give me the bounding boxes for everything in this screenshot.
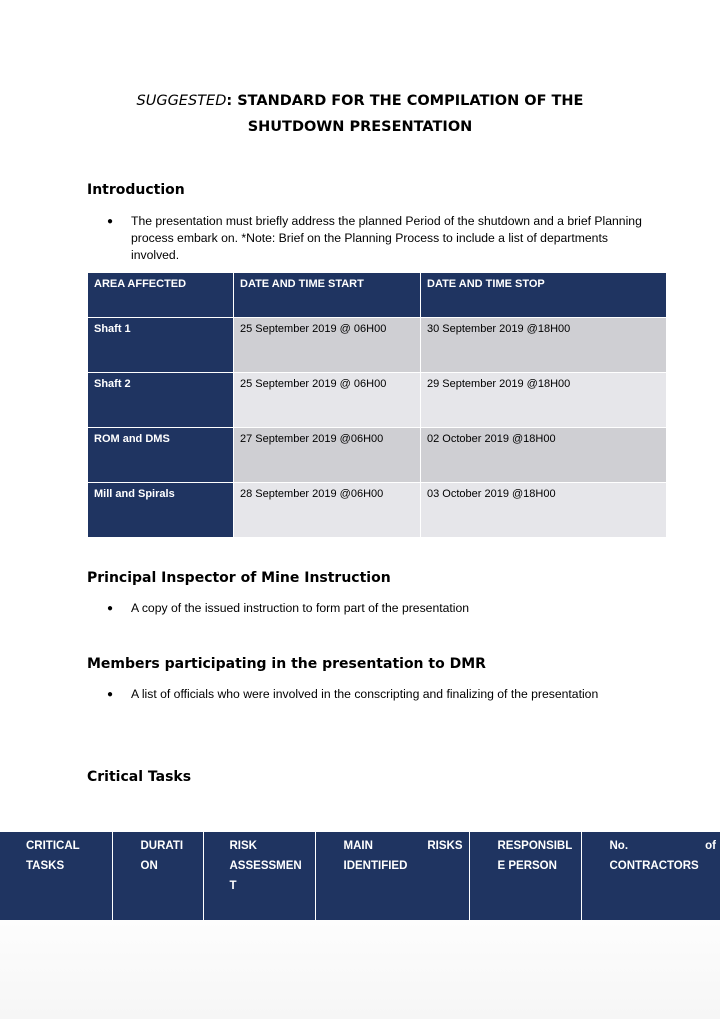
table-row (88, 373, 667, 428)
row-start: 27 September 2019 @06H00 (234, 428, 421, 483)
row-stop: 30 September 2019 @18H00 (421, 318, 667, 373)
schedule-table (87, 272, 667, 538)
row-area: ROM and DMS (88, 428, 234, 483)
header-area-affected: AREA AFFECTED (88, 273, 234, 318)
title-line1-rest: : STANDARD FOR THE COMPILATION OF THE (226, 93, 584, 109)
header-text: RISK (229, 840, 257, 852)
bullet-icon: ● (107, 603, 114, 614)
header-critical-tasks (0, 832, 112, 920)
header-duration (112, 832, 203, 920)
table-row (88, 483, 667, 538)
row-start: 25 September 2019 @ 06H00 (234, 373, 421, 428)
row-stop: 03 October 2019 @18H00 (421, 483, 667, 538)
inspector-heading: Principal Inspector of Mine Instruction (87, 570, 391, 586)
header-text: TASKS (26, 860, 65, 872)
row-start: 25 September 2019 @ 06H00 (234, 318, 421, 373)
header-text: E PERSON (497, 860, 557, 872)
header-text: IDENTIFIED (343, 860, 408, 872)
row-stop: 02 October 2019 @18H00 (421, 428, 667, 483)
members-heading: Members participating in the presentation to DMR (87, 656, 486, 672)
header-text: T (229, 880, 237, 892)
bullet-icon: ● (107, 689, 114, 700)
bullet-icon: ● (107, 216, 114, 227)
members-bullet (107, 686, 667, 703)
header-text: No. (609, 840, 629, 852)
row-start: 28 September 2019 @06H00 (234, 483, 421, 538)
header-text: RISKS (427, 840, 463, 852)
row-area: Shaft 2 (88, 373, 234, 428)
title-suggested: SUGGESTED (136, 93, 227, 109)
header-text: ON (140, 860, 158, 872)
header-date-stop: DATE AND TIME STOP (421, 273, 667, 318)
document-title-line-1 (0, 88, 720, 114)
header-text: RESPONSIBL (497, 840, 573, 852)
inspector-bullet-text: A copy of the issued instruction to form part of the presentation (131, 601, 470, 615)
header-text: of (705, 840, 716, 852)
schedule-table-header (88, 273, 667, 318)
introduction-heading: Introduction (87, 182, 185, 198)
table-row (88, 428, 667, 483)
inspector-bullet (107, 600, 642, 617)
introduction-bullet-text: The presentation must briefly address the planned Period of the shutdown and a brief Planning process embark on. *Note: Brief on the Planning Process to include a list of departments involved. (131, 214, 642, 262)
row-stop: 29 September 2019 @18H00 (421, 373, 667, 428)
members-bullet-text: A list of officials who were involved in the conscripting and finalizing of the presentation (131, 687, 599, 701)
header-text: CONTRACTORS (609, 860, 699, 872)
header-text: MAIN (343, 840, 373, 852)
critical-tasks-heading: Critical Tasks (87, 769, 192, 785)
header-date-start: DATE AND TIME START (234, 273, 421, 318)
document-title-line-2: SHUTDOWN PRESENTATION (247, 119, 473, 135)
critical-tasks-header (0, 832, 720, 920)
introduction-bullet (107, 213, 642, 264)
header-responsible-person (469, 832, 581, 920)
header-no-of-contractors (581, 832, 720, 920)
row-area: Shaft 1 (88, 318, 234, 373)
header-risk-assessment (203, 832, 315, 920)
header-text: DURATI (140, 840, 184, 852)
header-text: CRITICAL (26, 840, 80, 852)
row-area: Mill and Spirals (88, 483, 234, 538)
table-row (88, 318, 667, 373)
page-bottom-area (0, 920, 720, 1019)
header-main-risks (315, 832, 469, 920)
critical-tasks-table (0, 832, 720, 920)
header-text: ASSESSMEN (229, 860, 302, 872)
